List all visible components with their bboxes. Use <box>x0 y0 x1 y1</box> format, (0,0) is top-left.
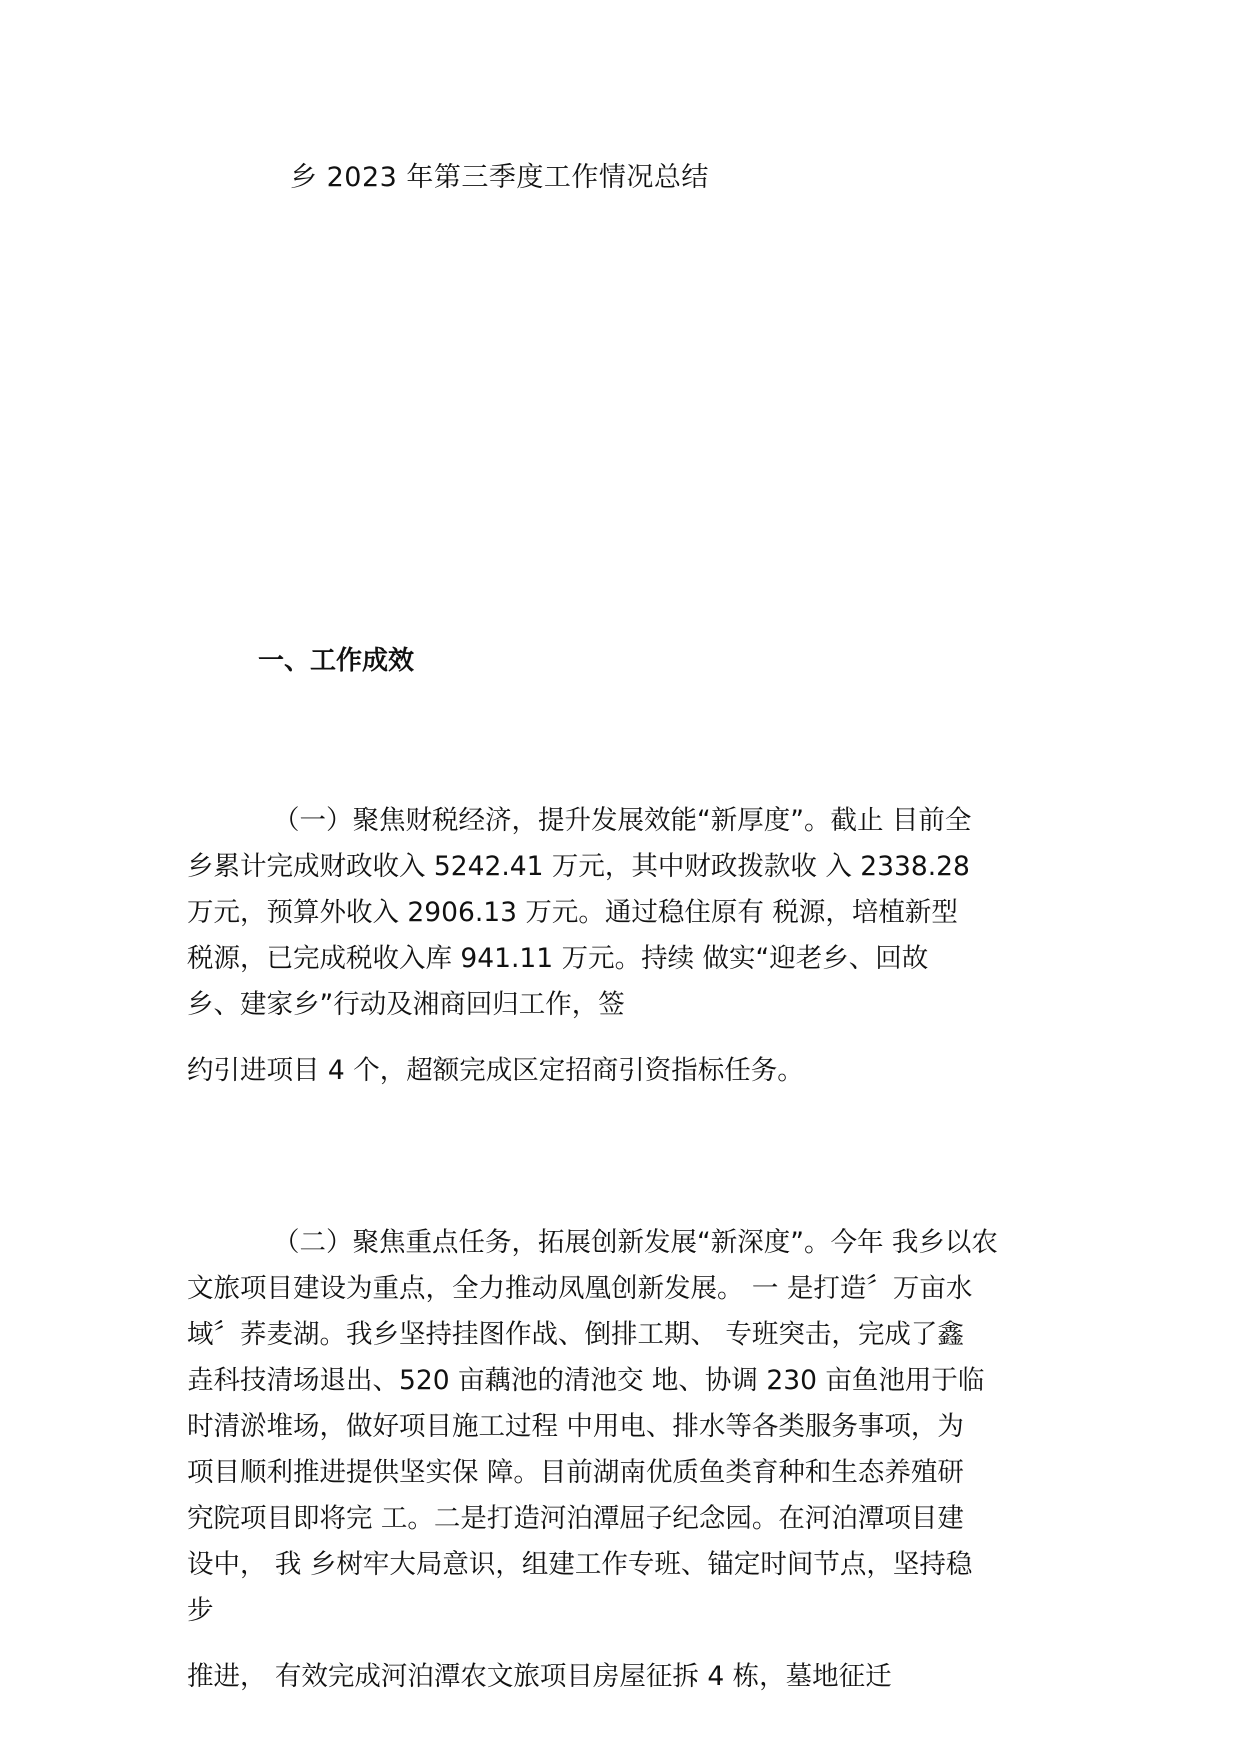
section-heading-achievements: 一、工作成效 <box>258 646 415 676</box>
paragraph-line: 时清淤堆场，做好项目施工过程 中用电、排水等各类服务事项，为 <box>187 1411 964 1442</box>
paragraph-line: 文旅项目建设为重点，全力推动凤凰创新发展。 一 是打造〞万亩水 <box>187 1273 973 1304</box>
paragraph-fiscal-economy <box>187 798 1067 1094</box>
paragraph-line: 乡累计完成财政收入 5242.41 万元，其中财政拨款收 入 2338.28 <box>187 851 970 882</box>
paragraph-line: 项目顺利推进提供坚实保 障。目前湖南优质鱼类育种和生态养殖研 <box>187 1457 964 1488</box>
paragraph-line: 税源，已完成税收入库 941.11 万元。持续 做实“迎老乡、回故 <box>187 943 929 974</box>
paragraph-line: 万元，预算外收入 2906.13 万元。通过稳住原有 税源，培植新型 <box>187 897 958 928</box>
paragraph-line: （一）聚焦财税经济，提升发展效能“新厚度”。截止 目前全 <box>273 805 972 836</box>
paragraph-line: 推进， 有效完成河泊潭农文旅项目房屋征拆 4 栋，墓地征迁 <box>187 1661 892 1692</box>
paragraph-line: 约引进项目 4 个，超额完成区定招商引资指标任务。 <box>187 1055 804 1086</box>
paragraph-line: 乡、建家乡”行动及湘商回归工作，签 <box>187 989 625 1020</box>
paragraph-line: 域〞荞麦湖。我乡坚持挂图作战、倒排工期、 专班突击，完成了鑫 <box>187 1319 964 1350</box>
paragraph-line: 步 <box>187 1595 214 1626</box>
paragraph-key-tasks <box>187 1220 1067 1700</box>
paragraph-line: 究院项目即将完 工。二是打造河泊潭屈子纪念园。在河泊潭项目建 <box>187 1503 964 1534</box>
document-title: 乡 2023 年第三季度工作情况总结 <box>290 162 709 193</box>
paragraph-line: 垚科技清场退出、520 亩藕池的清池交 地、协调 230 亩鱼池用于临 <box>187 1365 985 1396</box>
paragraph-line: 设中， 我 乡树牢大局意识，组建工作专班、锚定时间节点，坚持稳 <box>187 1549 973 1580</box>
paragraph-line: （二）聚焦重点任务，拓展创新发展“新深度”。今年 我乡以农 <box>273 1227 998 1258</box>
